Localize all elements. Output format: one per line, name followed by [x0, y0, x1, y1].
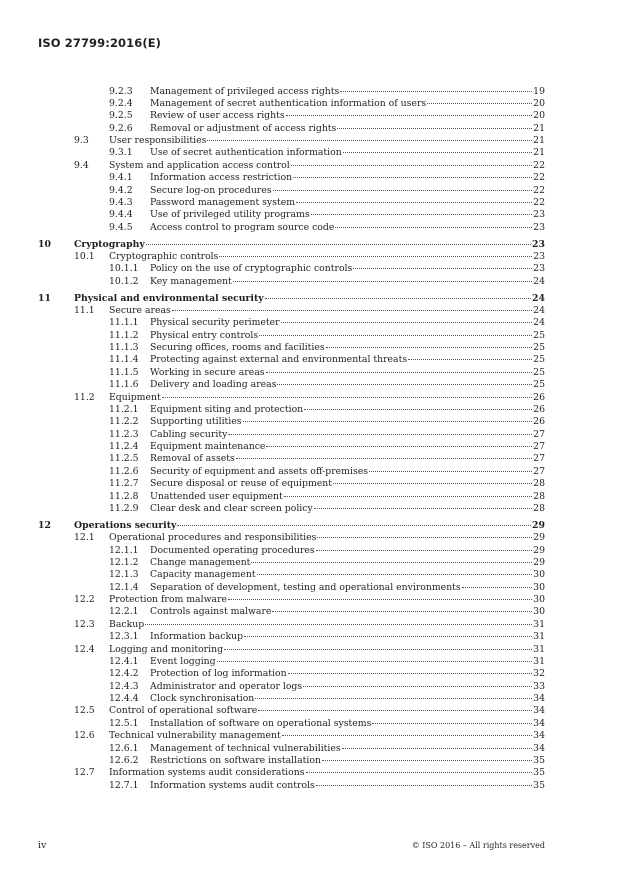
toc-entry-title: Restrictions on software installation	[150, 754, 321, 766]
toc-entry-title: Operations security	[74, 519, 177, 531]
toc-entry-page: 30	[533, 606, 545, 618]
toc-entry-page: 27	[533, 428, 545, 440]
toc-entry-number: 11.2.7	[109, 478, 139, 490]
toc-entry-title: Change management	[150, 556, 251, 568]
dot-leader	[219, 256, 532, 257]
toc-entry-number: 9.4	[74, 159, 89, 171]
toc-entry-title: Supporting utilities	[150, 416, 242, 428]
toc-entry[interactable]	[0, 135, 620, 147]
toc-entry-page: 29	[533, 544, 545, 556]
dot-leader	[296, 202, 532, 203]
toc-entry-title: Management of technical vulnerabilities	[150, 742, 341, 754]
dot-leader	[145, 624, 532, 625]
toc-entry-number: 12.2.1	[109, 606, 139, 618]
dot-leader	[326, 347, 533, 348]
toc-entry-page: 35	[533, 779, 545, 791]
toc-entry-page: 35	[533, 767, 545, 779]
toc-entry[interactable]	[0, 755, 620, 767]
dot-leader	[177, 525, 531, 526]
toc-entry-title: Secure disposal or reuse of equipment	[150, 478, 333, 490]
toc-entry-number: 12.1	[74, 532, 95, 544]
toc-entry[interactable]	[0, 263, 620, 275]
dot-leader	[265, 298, 531, 299]
toc-entry[interactable]	[0, 379, 620, 391]
toc-entry-page: 31	[533, 631, 545, 643]
toc-entry-page: 24	[533, 317, 545, 329]
toc-entry[interactable]	[0, 520, 620, 532]
toc-entry[interactable]	[0, 330, 620, 342]
toc-entry[interactable]	[0, 606, 620, 618]
toc-entry-number: 12.7.1	[109, 779, 139, 791]
document-header: ISO 27799:2016(E)	[38, 36, 162, 50]
toc-entry[interactable]	[0, 197, 620, 209]
toc-entry-title: Review of user access rights	[150, 110, 285, 122]
toc-entry-title: Unattended user equipment	[150, 490, 283, 502]
toc-entry-number: 9.4.5	[109, 221, 133, 233]
toc-entry-number: 9.2.3	[109, 85, 133, 97]
toc-entry-number: 12.4.1	[109, 655, 139, 667]
toc-entry-title: Information systems audit considerations	[109, 767, 305, 779]
toc-entry-page: 22	[533, 172, 545, 184]
toc-entry-page: 30	[533, 569, 545, 581]
toc-entry-number: 12.4.2	[109, 668, 139, 680]
toc-entry-number: 9.2.6	[109, 122, 133, 134]
toc-entry-title: Password management system	[150, 196, 296, 208]
toc-entry-number: 11.1.6	[109, 379, 139, 391]
toc-entry-number: 12.1.1	[109, 544, 139, 556]
toc-entry[interactable]	[0, 503, 620, 515]
toc-entry-page: 34	[533, 730, 545, 742]
toc-entry-title: Access control to program source code	[150, 221, 335, 233]
dot-leader	[316, 550, 532, 551]
toc-entry-number: 9.4.1	[109, 172, 133, 184]
toc-entry-page: 25	[533, 342, 545, 353]
toc-entry-number: 12.6.2	[109, 754, 139, 766]
toc-entry-title: Protecting against external and environmental threats	[150, 354, 408, 366]
toc-entry-number: 11.2.9	[109, 502, 139, 514]
toc-entry-page: 26	[533, 403, 545, 415]
toc-entry-page: 31	[533, 643, 545, 655]
toc-entry-number: 11.2.8	[109, 490, 139, 502]
toc-entry-page: 30	[533, 581, 545, 593]
toc-entry-number: 10.1.2	[109, 275, 139, 287]
toc-entry-number: 11.2.4	[109, 441, 139, 452]
toc-entry[interactable]	[0, 681, 620, 693]
dot-leader	[288, 673, 533, 674]
toc-entry-number: 11.2.3	[109, 428, 139, 440]
toc-entry-number: 12.1.2	[109, 556, 139, 568]
toc-entry[interactable]	[0, 582, 620, 594]
toc-entry-number: 10.1	[74, 250, 95, 262]
dot-leader	[257, 574, 532, 575]
dot-leader	[228, 599, 532, 600]
toc-entry-title: Operational procedures and responsibilities	[109, 532, 317, 544]
dot-leader	[337, 128, 532, 129]
toc-entry-page: 27	[533, 453, 545, 465]
toc-entry-number: 9.2.4	[109, 97, 133, 109]
toc-entry-number: 12.4.4	[109, 693, 139, 704]
dot-leader	[162, 397, 532, 398]
toc-entry-page: 28	[533, 478, 545, 490]
toc-entry-number: 12.4.3	[109, 680, 139, 692]
toc-entry[interactable]	[0, 185, 620, 197]
toc-entry-page: 31	[533, 618, 545, 630]
toc-entry-number: 12.5	[74, 705, 95, 717]
toc-entry[interactable]	[0, 743, 620, 755]
toc-entry-title: Control of operational software	[109, 705, 258, 717]
toc-entry-page: 19	[533, 85, 545, 97]
toc-entry-number: 12.2	[74, 594, 95, 605]
toc-entry-title: Protection of log information	[150, 668, 287, 680]
toc-entry-title: Backup	[109, 618, 145, 630]
dot-leader	[233, 281, 532, 282]
dot-leader	[217, 661, 533, 662]
toc-entry-title: Event logging	[150, 655, 216, 667]
toc-entry[interactable]	[0, 416, 620, 428]
toc-entry-number: 11.1.5	[109, 366, 139, 378]
dot-leader	[333, 483, 532, 484]
dot-leader	[304, 409, 532, 410]
toc-entry-page: 23	[533, 209, 545, 221]
toc-entry-number: 11	[38, 292, 51, 304]
toc-entry-number: 11.2.2	[109, 416, 139, 428]
dot-leader	[273, 190, 533, 191]
toc-entry-title: Capacity management	[150, 569, 256, 581]
toc-entry-title: Working in secure areas	[150, 366, 265, 378]
toc-entry-page: 28	[533, 502, 545, 514]
toc-entry-title: Physical entry controls	[150, 329, 259, 341]
toc-entry-number: 11.1.1	[109, 317, 139, 329]
toc-entry-page: 22	[533, 159, 545, 171]
toc-entry-page: 25	[533, 379, 545, 391]
toc-entry-title: Controls against malware	[150, 606, 272, 618]
toc-entry[interactable]	[0, 110, 620, 122]
toc-entry-number: 12.7	[74, 767, 95, 779]
toc-entry-page: 25	[533, 354, 545, 366]
dot-leader	[316, 785, 532, 786]
toc-entry-page: 31	[533, 655, 545, 667]
toc-entry-page: 35	[533, 754, 545, 766]
toc-entry-title: Separation of development, testing and operational environments	[150, 581, 461, 593]
copyright-notice: © ISO 2016 – All rights reserved	[411, 841, 545, 850]
dot-leader	[228, 434, 532, 435]
toc-entry-page: 34	[533, 742, 545, 754]
dot-leader	[311, 214, 533, 215]
toc-entry-title: Administrator and operator logs	[150, 680, 303, 692]
toc-entry-page: 21	[533, 122, 545, 134]
toc-entry-page: 33	[533, 680, 545, 692]
toc-entry-title: Removal or adjustment of access rights	[150, 122, 337, 134]
toc-entry[interactable]	[0, 251, 620, 263]
toc-entry[interactable]	[0, 656, 620, 668]
toc-entry-title: Policy on the use of cryptographic controls	[150, 263, 353, 275]
toc-entry-number: 11.2	[74, 391, 95, 403]
toc-entry-title: Use of secret authentication information	[150, 147, 342, 159]
toc-entry-page: 34	[533, 693, 545, 704]
toc-entry-title: Security of equipment and assets off-premises	[150, 465, 369, 477]
dot-leader	[272, 611, 532, 612]
toc-entry-title: Protection from malware	[109, 594, 228, 605]
toc-entry[interactable]	[0, 222, 620, 234]
toc-entry[interactable]	[0, 569, 620, 581]
toc-entry-page: 22	[533, 184, 545, 196]
toc-entry-title: Cabling security	[150, 428, 228, 440]
dot-leader	[281, 322, 533, 323]
toc-entry-page: 32	[533, 668, 545, 680]
toc-entry-number: 10	[38, 238, 51, 250]
dot-leader	[224, 649, 532, 650]
dot-leader	[303, 686, 532, 687]
toc-entry[interactable]	[0, 98, 620, 110]
dot-leader	[277, 384, 532, 385]
dot-leader	[322, 760, 532, 761]
toc-entry-title: Information backup	[150, 631, 244, 643]
dot-leader	[427, 103, 532, 104]
toc-entry-number: 12.1.3	[109, 569, 139, 581]
toc-entry-number: 12.6.1	[109, 742, 139, 754]
toc-entry-title: Installation of software on operational systems	[150, 717, 372, 729]
dot-leader	[266, 372, 533, 373]
toc-entry-page: 23	[533, 263, 545, 275]
toc-entry[interactable]	[0, 545, 620, 557]
dot-leader	[340, 91, 532, 92]
toc-entry-title: Clock synchronisation	[150, 693, 255, 704]
toc-entry[interactable]	[0, 705, 620, 717]
dot-leader	[207, 140, 532, 141]
toc-entry-number: 12	[38, 519, 51, 531]
toc-entry[interactable]	[0, 644, 620, 656]
toc-entry-title: Documented operating procedures	[150, 544, 315, 556]
toc-entry[interactable]	[0, 718, 620, 730]
toc-entry-number: 11.1.3	[109, 342, 139, 353]
dot-leader	[172, 310, 532, 311]
table-of-contents	[0, 86, 620, 793]
toc-entry-page: 23	[533, 250, 545, 262]
toc-entry[interactable]	[0, 86, 620, 98]
dot-leader	[343, 152, 532, 153]
toc-entry-page: 26	[533, 416, 545, 428]
toc-entry-number: 11.1	[74, 304, 95, 316]
dot-leader	[236, 458, 532, 459]
toc-entry[interactable]	[0, 453, 620, 465]
toc-entry-title: Cryptography	[74, 238, 145, 250]
toc-entry[interactable]	[0, 441, 620, 453]
toc-entry[interactable]	[0, 404, 620, 416]
toc-entry-title: Clear desk and clear screen policy	[150, 502, 313, 514]
toc-entry-number: 12.1.4	[109, 581, 139, 593]
toc-entry-page: 25	[533, 329, 545, 341]
toc-entry[interactable]	[0, 367, 620, 379]
toc-entry[interactable]	[0, 693, 620, 705]
toc-entry-title: Physical security perimeter	[150, 317, 280, 329]
dot-leader	[251, 562, 532, 563]
dot-leader	[353, 268, 532, 269]
toc-entry-page: 27	[533, 465, 545, 477]
toc-entry-number: 9.4.4	[109, 209, 133, 221]
dot-leader	[243, 421, 533, 422]
toc-entry[interactable]	[0, 429, 620, 441]
toc-entry[interactable]	[0, 557, 620, 569]
toc-entry-title: Equipment maintenance	[150, 441, 266, 452]
dot-leader	[369, 471, 532, 472]
toc-entry-title: Secure areas	[109, 304, 171, 316]
toc-entry[interactable]	[0, 293, 620, 305]
dot-leader	[255, 698, 532, 699]
toc-entry[interactable]	[0, 466, 620, 478]
toc-entry[interactable]	[0, 354, 620, 366]
toc-entry-number: 12.4	[74, 643, 95, 655]
dot-leader	[284, 496, 532, 497]
toc-entry-title: Cryptographic controls	[109, 250, 219, 262]
dot-leader	[244, 636, 532, 637]
toc-entry-page: 34	[533, 717, 545, 729]
toc-entry-title: Delivery and loading areas	[150, 379, 277, 391]
toc-entry-number: 11.2.6	[109, 465, 139, 477]
toc-entry-page: 23	[532, 238, 545, 250]
toc-entry[interactable]	[0, 172, 620, 184]
toc-entry-number: 12.5.1	[109, 717, 139, 729]
toc-entry[interactable]	[0, 276, 620, 288]
toc-entry-title: Information systems audit controls	[150, 779, 315, 791]
toc-entry-title: System and application access control	[109, 159, 290, 171]
toc-entry[interactable]	[0, 619, 620, 631]
toc-entry-page: 24	[533, 304, 545, 316]
dot-leader	[258, 710, 532, 711]
dot-leader	[314, 508, 532, 509]
dot-leader	[286, 115, 533, 116]
toc-entry-title: Secure log-on procedures	[150, 184, 272, 196]
toc-entry-page: 20	[533, 97, 545, 109]
toc-entry-title: Use of privileged utility programs	[150, 209, 310, 221]
toc-entry-page: 28	[533, 490, 545, 502]
toc-entry-number: 12.3.1	[109, 631, 139, 643]
toc-entry-page: 34	[533, 705, 545, 717]
toc-entry-page: 29	[533, 532, 545, 544]
toc-entry-title: Technical vulnerability management	[109, 730, 281, 742]
dot-leader	[462, 587, 532, 588]
toc-entry-number: 9.4.3	[109, 196, 133, 208]
toc-entry[interactable]	[0, 478, 620, 490]
toc-entry-page: 22	[533, 196, 545, 208]
toc-entry[interactable]	[0, 594, 620, 606]
dot-leader	[317, 537, 532, 538]
toc-entry-number: 12.6	[74, 730, 95, 742]
dot-leader	[306, 772, 533, 773]
toc-entry-number: 11.2.5	[109, 453, 139, 465]
toc-entry-title: Equipment	[109, 391, 161, 403]
toc-entry[interactable]	[0, 730, 620, 742]
toc-entry-number: 9.3.1	[109, 147, 133, 159]
toc-entry-title: Equipment siting and protection	[150, 403, 304, 415]
toc-entry-page: 21	[533, 147, 545, 159]
toc-entry[interactable]	[0, 209, 620, 221]
toc-entry[interactable]	[0, 160, 620, 172]
toc-entry-page: 24	[533, 275, 545, 287]
toc-entry[interactable]	[0, 780, 620, 792]
toc-entry[interactable]	[0, 305, 620, 317]
toc-entry-title: Information access restriction	[150, 172, 293, 184]
toc-entry-title: Management of secret authentication information of users	[150, 97, 427, 109]
toc-entry[interactable]	[0, 342, 620, 354]
toc-entry-page: 29	[533, 556, 545, 568]
toc-entry-number: 11.2.1	[109, 403, 139, 415]
toc-entry-number: 9.3	[74, 135, 89, 146]
toc-entry-title: Logging and monitoring	[109, 643, 224, 655]
dot-leader	[266, 446, 532, 447]
toc-entry-number: 9.2.5	[109, 110, 133, 122]
dot-leader	[335, 227, 532, 228]
toc-entry-page: 29	[532, 519, 545, 531]
toc-entry-number: 9.4.2	[109, 184, 133, 196]
toc-entry[interactable]	[0, 317, 620, 329]
toc-entry-page: 20	[533, 110, 545, 122]
toc-entry-title: Removal of assets	[150, 453, 235, 465]
toc-entry-number: 12.3	[74, 618, 95, 630]
dot-leader	[293, 177, 532, 178]
toc-entry-title: Physical and environmental security	[74, 292, 264, 304]
toc-entry[interactable]	[0, 123, 620, 135]
toc-entry-title: Securing offices, rooms and facilities	[150, 342, 325, 353]
toc-entry[interactable]	[0, 767, 620, 779]
toc-entry-page: 26	[533, 391, 545, 403]
dot-leader	[408, 359, 532, 360]
toc-entry-title: Key management	[150, 275, 232, 287]
toc-entry[interactable]	[0, 532, 620, 544]
toc-entry[interactable]	[0, 392, 620, 404]
toc-entry-page: 23	[533, 221, 545, 233]
toc-entry[interactable]	[0, 147, 620, 159]
toc-entry[interactable]	[0, 668, 620, 680]
toc-entry-page: 21	[533, 135, 545, 146]
toc-entry-title: Management of privileged access rights	[150, 85, 340, 97]
dot-leader	[282, 735, 532, 736]
toc-entry[interactable]	[0, 239, 620, 251]
dot-leader	[146, 244, 531, 245]
toc-entry[interactable]	[0, 491, 620, 503]
dot-leader	[259, 335, 532, 336]
toc-entry-number: 10.1.1	[109, 263, 139, 275]
toc-entry-number: 11.1.4	[109, 354, 139, 366]
toc-entry-number: 11.1.2	[109, 329, 139, 341]
toc-entry-page: 27	[533, 441, 545, 452]
toc-entry-page: 30	[533, 594, 545, 605]
dot-leader	[342, 748, 533, 749]
toc-entry-page: 25	[533, 366, 545, 378]
toc-entry[interactable]	[0, 631, 620, 643]
page-number: iv	[38, 840, 47, 851]
toc-entry-page: 24	[532, 292, 545, 304]
dot-leader	[291, 165, 532, 166]
dot-leader	[372, 723, 532, 724]
toc-entry-title: User responsibilities	[109, 135, 207, 146]
